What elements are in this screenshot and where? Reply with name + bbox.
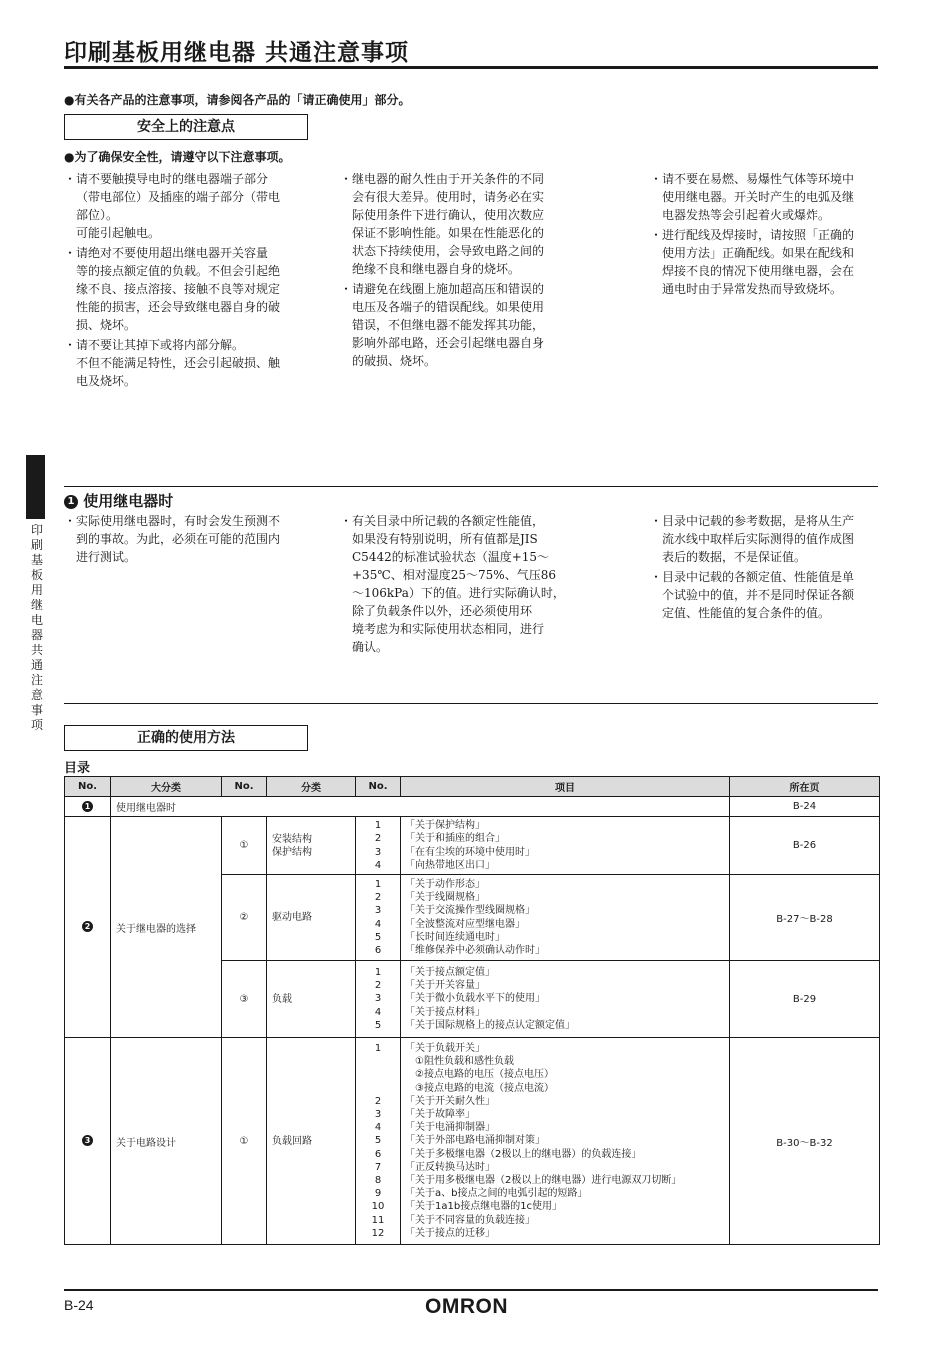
- bullet-item: [340, 280, 600, 370]
- sub-no: ①: [222, 817, 267, 875]
- bullet-marker: ・: [64, 514, 77, 528]
- page-number: B-24: [64, 1297, 94, 1313]
- safety-lead: ●为了确保安全性，请遵守以下注意事项。: [64, 150, 291, 164]
- bullet-text: 实际使用继电器时，有时会发生预测不 到的事故。为此，必须在可能的范围内 进行测试。: [76, 514, 281, 564]
- group3-major: 关于电路设计: [111, 1038, 222, 1245]
- toc-label: 目录: [64, 761, 91, 776]
- group2-major: 关于继电器的选择: [111, 817, 222, 1038]
- item-numbers: 1 2 3 4 5 6: [356, 875, 401, 961]
- side-label: 印刷基板用继电器 共通注意事项: [30, 523, 43, 732]
- safety-heading: 安全上的注意点: [64, 114, 308, 140]
- bullet-marker: ・: [650, 570, 663, 584]
- header-item-no: No.: [356, 777, 401, 797]
- page-title: 印刷基板用继电器 共通注意事项: [64, 40, 410, 66]
- bullet-text: 请不要触摸导电时的继电器端子部分 （带电部位）及插座的端子部分（带电 部位）。 可能引起触电。: [76, 172, 281, 240]
- item-numbers: 1 2 3 4 5: [356, 961, 401, 1038]
- bullet-text: 目录中记载的各额定值、性能值是单 个试验中的值，并不是同时保证各额 定值、性能值的复合条件的值。: [662, 570, 855, 620]
- item-list: 「关于保护结构」 「关于和插座的组合」 「在有尘埃的环境中使用时」 「向热带地区出口」: [401, 817, 730, 875]
- item-numbers: 1 2 3 4: [356, 817, 401, 875]
- bullet-marker: ・: [64, 172, 77, 186]
- bullet-text: 请不要在易燃、易爆性气体等环境中 使用继电器。开关时产生的电弧及继 电器发热等会引起着火或爆炸。: [662, 172, 855, 222]
- bullet-marker: ・: [340, 172, 353, 186]
- section-divider-2: [64, 703, 878, 704]
- brand-logo: OMRON: [425, 1295, 508, 1318]
- item-numbers: 1 2 3 4 5 6 7 8 9 10 11 12: [356, 1038, 401, 1245]
- bullet-text: 目录中记载的参考数据，是将从生产 流水线中取样后实际测得的值作成图 表后的数据，不是保证值。: [662, 514, 855, 564]
- table-row: [65, 1038, 880, 1245]
- header-sub-no: No.: [222, 777, 267, 797]
- usage-column-2: [340, 512, 600, 658]
- intro-note: ●有关各产品的注意事项，请参阅各产品的「请正确使用」部分。: [64, 93, 411, 107]
- table-header-row: [65, 777, 880, 797]
- section-divider: [64, 486, 878, 487]
- bullet-item: [650, 568, 885, 622]
- header-major: 大分类: [111, 777, 222, 797]
- item-list: 「关于接点额定值」 「关于开关容量」 「关于微小负载水平下的使用」 「关于接点材料」 「关于国际规格上的接点认定额定值」: [401, 961, 730, 1038]
- sub-category: 驱动电路: [267, 875, 356, 961]
- usage-heading-text: 使用继电器时: [83, 492, 174, 510]
- item-page: B-29: [730, 961, 880, 1038]
- bullet-item: [340, 170, 600, 278]
- bullet-marker: ・: [340, 282, 353, 296]
- table-row: [65, 797, 880, 817]
- group2-no: 2: [65, 817, 111, 1038]
- safety-column-2: [340, 170, 600, 372]
- usage-column-3: [650, 512, 885, 624]
- bullet-item: [64, 244, 324, 334]
- table-row: [65, 817, 880, 875]
- row1-no: 1: [65, 797, 111, 817]
- bullet-item: [64, 170, 324, 242]
- bullet-marker: ・: [650, 172, 663, 186]
- bullet-marker: ・: [64, 338, 77, 352]
- item-page: B-30～B-32: [730, 1038, 880, 1245]
- item-page: B-27～B-28: [730, 875, 880, 961]
- bullet-text: 请避免在线圈上施加超高压和错误的 电压及各端子的错误配线。如果使用 错误，不但继电器不能发挥其功能， 影响外部电路，还会引起继电器自身 的破损、烧坏。: [352, 282, 545, 368]
- bullet-marker: ・: [650, 514, 663, 528]
- bullet-item: [650, 170, 885, 224]
- bullet-text: 进行配线及焊接时，请按照「正确的 使用方法」正确配线。如果在配线和 焊接不良的情况下使用继电器，会在 通电时由于异常发热而导致烧坏。: [662, 228, 855, 296]
- item-list: 「关于动作形态」 「关于线圈规格」 「关于交流操作型线圈规格」 「全波整流对应型继电器」 「长时间连续通电时」 「维修保养中必须确认动作时」: [401, 875, 730, 961]
- bullet-item: [650, 226, 885, 298]
- header-no: No.: [65, 777, 111, 797]
- bullet-item: [340, 512, 600, 656]
- side-tab-marker: [26, 455, 45, 519]
- title-rule: [64, 66, 878, 69]
- bullet-text: 请不要让其掉下或将内部分解。 不但不能满足特性，还会引起破损、触 电及烧坏。: [76, 338, 281, 388]
- bullet-text: 继电器的耐久性由于开关条件的不同 会有很大差异。使用时，请务必在实 际使用条件下进行确认，使用次数应 保证不影响性能。如果在性能恶化的 状态下持续使用，会导致电路之间的 绝缘不良和继电器自身的烧坏。: [352, 172, 545, 276]
- bullet-text: 请绝对不要使用超出继电器开关容量 等的接点额定值的负载。不但会引起绝 缘不良、接点溶接、接触不良等对规定 性能的损害，还会导致继电器自身的破 损、烧坏。: [76, 246, 281, 332]
- bullet-marker: ・: [340, 514, 353, 528]
- bullet-item: [64, 336, 324, 390]
- usage-heading: [64, 490, 173, 511]
- toc-table: [64, 776, 880, 1245]
- bullet-marker: ・: [650, 228, 663, 242]
- sub-no: ①: [222, 1038, 267, 1245]
- item-page: B-26: [730, 817, 880, 875]
- header-item: 项目: [401, 777, 730, 797]
- bullet-item: [64, 512, 324, 566]
- footer-rule: [64, 1289, 878, 1291]
- sub-no: ②: [222, 875, 267, 961]
- row1-page: B-24: [730, 797, 880, 817]
- group3-no: 3: [65, 1038, 111, 1245]
- correct-usage-heading: 正确的使用方法: [64, 725, 308, 751]
- bullet-text: 有关目录中所记载的各额定性能值， 如果没有特别说明，所有值都是JIS C5442的标准试验状态（温度+15～ +35℃、相对湿度25～75%、气压86 ～106kPa）下的值。进行实际确认时， 除了负载条件以外，还必须使用环 境考虑为和实际使用状态相同，进行 确认。: [352, 514, 565, 654]
- sub-no: ③: [222, 961, 267, 1038]
- item-list: 「关于负载开关」 ①阻性负载和感性负载 ②接点电路的电压（接点电压） ③接点电路的电流（接点电流） 「关于开关耐久性」 「关于故障率」 「关于电涌抑制器」 「关于外部电路电涌抑制对策」 「关于多极继电器（2极以上的继电器）的负载连接」 「正反转换马达时」 「关于用多极继电器（2极以上的继电器）进行电源双刀切断」 「关于a、b接点之间的电弧引起的短路」 「关于1a1b接点继电器的1c使用」 「关于不同容量的负载连接」 「关于接点的迁移」: [401, 1038, 730, 1245]
- safety-column-3: [650, 170, 885, 300]
- bullet-marker: ・: [64, 246, 77, 260]
- bullet-item: [650, 512, 885, 566]
- usage-column-1: [64, 512, 324, 568]
- safety-column-1: [64, 170, 324, 392]
- usage-number-badge: 1: [64, 495, 78, 509]
- header-page: 所在页: [730, 777, 880, 797]
- sub-category: 负载回路: [267, 1038, 356, 1245]
- sub-category: 安装结构 保护结构: [267, 817, 356, 875]
- row1-major: 使用继电器时: [111, 797, 730, 817]
- sub-category: 负载: [267, 961, 356, 1038]
- header-category: 分类: [267, 777, 356, 797]
